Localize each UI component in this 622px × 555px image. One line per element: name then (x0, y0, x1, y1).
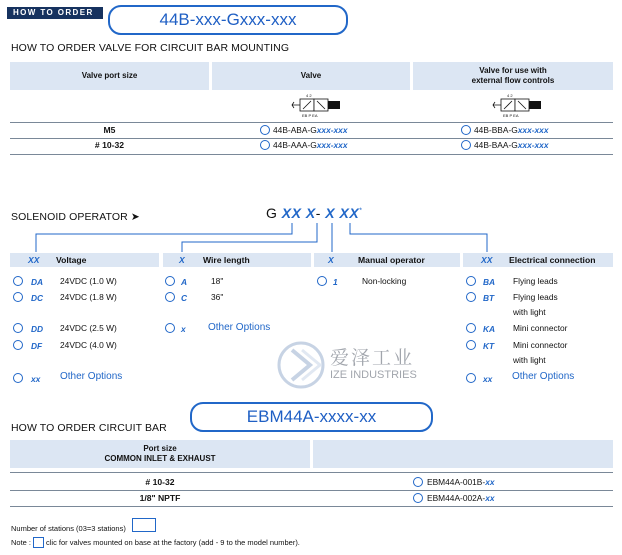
divider (10, 472, 613, 473)
ize-logo-icon (276, 340, 326, 390)
svg-text:4 2: 4 2 (306, 93, 312, 98)
manual-header: X Manual operator (314, 253, 460, 267)
divider (10, 154, 613, 155)
model-code: 44B-xxx-Gxxx-xxx (159, 10, 297, 29)
elec-ka-radio[interactable] (466, 323, 476, 333)
divider (10, 506, 613, 507)
code-ebm44a-001b: EBM44A-001B-xx (427, 477, 495, 487)
wire-code: A (181, 277, 188, 287)
select-44b-aaa[interactable] (260, 140, 270, 150)
select-ebm44a-001b[interactable] (413, 477, 423, 487)
manual-label: Non-locking (362, 276, 407, 286)
voltage-label: 24VDC (1.8 W) (60, 292, 117, 302)
elec-bt-radio[interactable] (466, 292, 476, 302)
wire-c-radio[interactable] (165, 292, 175, 302)
elec-code: xx (483, 374, 493, 384)
manual-1-radio[interactable] (317, 276, 327, 286)
select-44b-aba[interactable] (260, 125, 270, 135)
divider (10, 122, 613, 123)
circuit-port: 1/8" NPTF (139, 493, 181, 503)
watermark-cn: 爱泽工业 (330, 348, 415, 369)
voltage-da-radio[interactable] (13, 276, 23, 286)
code-44b-bba: 44B-BBA-Gxxx-xxx (474, 125, 549, 135)
circuit-code-pill (190, 402, 433, 432)
elec-label: Flying leads (513, 276, 558, 286)
watermark-en: IZE INDUSTRIES (330, 369, 417, 381)
port-10-32: # 10-32 (94, 140, 125, 150)
wire-label: 36" (211, 292, 224, 302)
elec-label: Mini connector (513, 323, 568, 333)
code-44b-aaa: 44B-AAA-Gxxx-xxx (273, 140, 348, 150)
section-valve-title: HOW TO ORDER VALVE FOR CIRCUIT BAR MOUNTING (11, 42, 290, 54)
col-valve-port-size: Valve port size (10, 62, 209, 90)
elec-label-2: with light (513, 307, 546, 317)
select-44b-baa[interactable] (461, 140, 471, 150)
select-ebm44a-002a[interactable] (413, 493, 423, 503)
valve-symbol-ext-icon (487, 93, 551, 119)
connector-lines (0, 220, 622, 255)
voltage-other-label: Other Options (60, 371, 123, 382)
elec-other-label: Other Options (512, 371, 575, 382)
voltage-label: 24VDC (1.0 W) (60, 276, 117, 286)
elec-label-2: with light (513, 355, 546, 365)
note-checkbox[interactable] (33, 537, 44, 548)
wire-other-radio[interactable] (165, 323, 175, 333)
wire-code: C (181, 293, 188, 303)
divider (10, 490, 613, 491)
solenoid-code: G XX X- X XX* (266, 205, 363, 221)
voltage-header: XX Voltage (10, 253, 159, 267)
voltage-other-radio[interactable] (13, 373, 23, 383)
voltage-code: xx (31, 374, 41, 384)
select-44b-bba[interactable] (461, 125, 471, 135)
wire-other-label: Other Options (208, 322, 271, 333)
col-valve-external: Valve for use with external flow controls (413, 62, 613, 90)
elec-label: Mini connector (513, 340, 568, 350)
col-circuit-code (313, 440, 613, 468)
voltage-label: 24VDC (4.0 W) (60, 340, 117, 350)
col-port-size: Port size COMMON INLET & EXHAUST (10, 440, 310, 468)
model-code-pill (108, 5, 348, 35)
svg-text:EB P EA: EB P EA (503, 113, 519, 118)
elec-ba-radio[interactable] (466, 276, 476, 286)
wire-header: X Wire length (163, 253, 311, 267)
elec-other-radio[interactable] (466, 373, 476, 383)
wire-code: x (181, 324, 186, 334)
voltage-dd-radio[interactable] (13, 323, 23, 333)
voltage-code: DA (31, 277, 44, 287)
voltage-df-radio[interactable] (13, 340, 23, 350)
code-44b-aba: 44B-ABA-Gxxx-xxx (273, 125, 348, 135)
elec-code: BT (483, 293, 495, 303)
solenoid-title: SOLENOID OPERATOR ➤ (11, 211, 140, 223)
wire-a-radio[interactable] (165, 276, 175, 286)
voltage-code: DD (31, 324, 44, 334)
electrical-header: XX Electrical connection (463, 253, 613, 267)
circuit-code: EBM44A-xxxx-xx (246, 407, 377, 426)
code-ebm44a-002a: EBM44A-002A-xx (427, 493, 495, 503)
note-line: Note : clic for valves mounted on base at the factory (add - 9 to the model number). (11, 538, 300, 547)
voltage-code: DF (31, 341, 43, 351)
elec-code: KA (483, 324, 496, 334)
voltage-dc-radio[interactable] (13, 292, 23, 302)
code-44b-baa: 44B-BAA-Gxxx-xxx (474, 140, 549, 150)
voltage-label: 24VDC (2.5 W) (60, 323, 117, 333)
elec-code: BA (483, 277, 496, 287)
svg-text:EB P EA: EB P EA (302, 113, 318, 118)
manual-code: 1 (333, 277, 338, 287)
port-m5: M5 (103, 125, 116, 135)
stations-input[interactable] (132, 518, 156, 532)
wire-label: 18" (211, 276, 224, 286)
elec-label: Flying leads (513, 292, 558, 302)
elec-kt-radio[interactable] (466, 340, 476, 350)
col-valve: Valve (212, 62, 410, 90)
circuit-port: # 10-32 (145, 477, 175, 487)
svg-text:4 2: 4 2 (507, 93, 513, 98)
elec-code: KT (483, 341, 495, 351)
divider (10, 138, 613, 139)
how-to-order-tag: HOW TO ORDER (7, 7, 103, 19)
stations-label: Number of stations (03=3 stations) (11, 524, 126, 533)
valve-symbol-icon (286, 93, 350, 119)
circuit-title: HOW TO ORDER CIRCUIT BAR (11, 422, 167, 434)
voltage-code: DC (31, 293, 44, 303)
